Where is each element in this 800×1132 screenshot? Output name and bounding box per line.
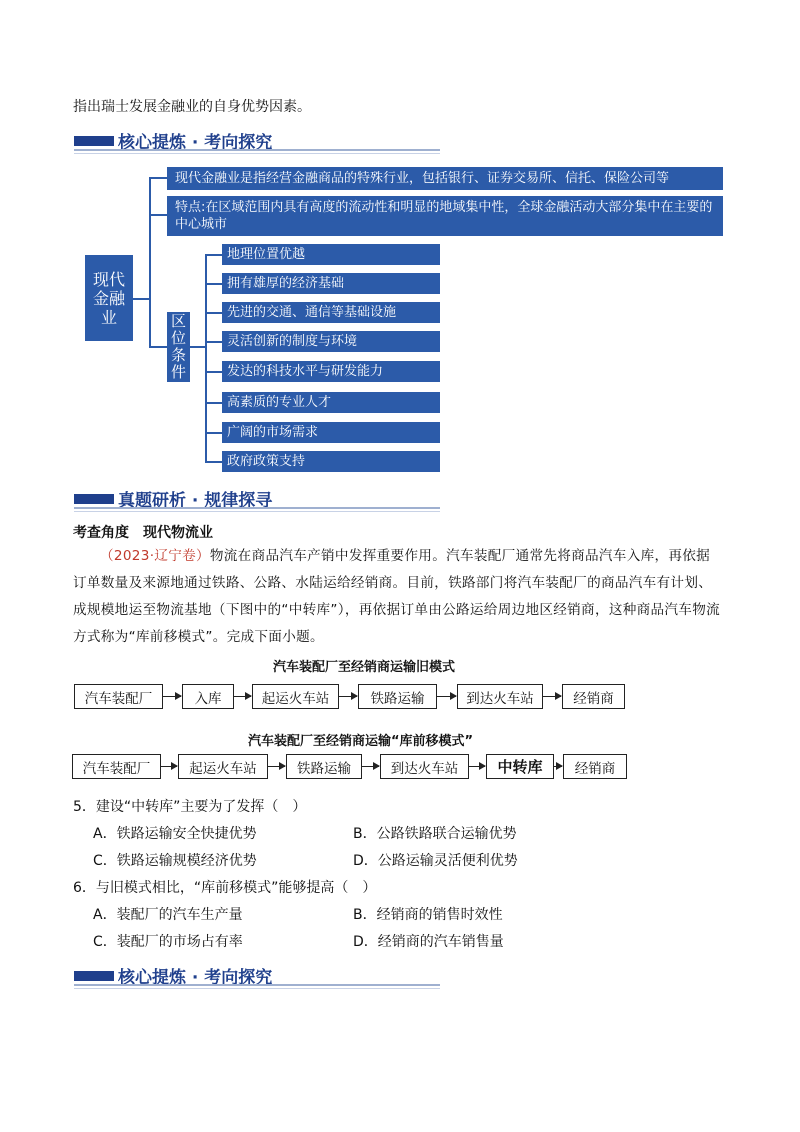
option: A．装配厂的汽车生产量 [93,907,243,923]
flow-step: 汽车装配厂 [74,684,163,709]
flow-arrow [163,696,181,697]
flow-step-hub: 中转库 [486,754,554,779]
question-stem: 6．与旧模式相比，“库前移模式”能够提高（ ） [73,880,377,896]
option: D．公路运输灵活便利优势 [353,853,518,869]
option: B．经销商的销售时效性 [353,907,503,923]
option: A．铁路运输安全快捷优势 [93,826,257,842]
flow-arrow [268,766,285,767]
intro-text: 指出瑞士发展金融业的自身优势因素。 [73,99,311,115]
condition-item: 灵活创新的制度与环境 [222,331,440,352]
banner-title: 真题研析 · 规律探寻 [118,491,273,511]
condition-item: 先进的交通、通信等基础设施 [222,302,440,323]
option: D．经销商的汽车销售量 [353,934,504,950]
condition-item: 地理位置优越 [222,244,440,265]
section-banner [74,966,440,992]
connector [149,346,167,348]
banner-bar [74,136,114,146]
section-heading [73,522,213,542]
mindmap-feature: 特点:在区域范围内具有高度的流动性和明显的地域集中性，全球金融活动大部分集中在主要的中心城市 [167,196,723,236]
flow-arrow [437,696,456,697]
flow-arrow [543,696,561,697]
flow-step: 起运火车站 [178,754,268,779]
banner-title: 核心提炼 · 考向探究 [118,968,273,988]
flow-new-title: 汽车装配厂至经销商运输“库前移模式” [248,734,474,749]
question-stem: 5．建设“中转库”主要为了发挥（ ） [73,799,307,815]
condition-item: 高素质的专业人才 [222,392,440,413]
condition-item: 广阔的市场需求 [222,422,440,443]
flow-arrow [554,766,562,767]
option: B．公路铁路联合运输优势 [353,826,517,842]
flow-step: 起运火车站 [252,684,339,709]
connector [190,346,206,348]
flow-arrow [234,696,251,697]
connector [205,254,207,462]
flow-arrow [161,766,177,767]
banner-title: 核心提炼 · 考向探究 [118,133,273,153]
flow-step: 铁路运输 [358,684,437,709]
flow-step: 铁路运输 [286,754,362,779]
passage-source: （2023·辽宁卷） [100,548,210,564]
condition-item: 政府政策支持 [222,451,440,472]
section-banner [74,131,440,157]
option: C．铁路运输规模经济优势 [93,853,257,869]
banner-bar [74,494,114,504]
flow-step: 到达火车站 [457,684,543,709]
banner-bar [74,971,114,981]
flow-arrow [469,766,485,767]
mindmap-definition: 现代金融业是指经营金融商品的特殊行业，包括银行、证券交易所、信托、保险公司等 [167,167,723,190]
section-banner [74,489,440,515]
flow-arrow [339,696,357,697]
flow-step: 汽车装配厂 [72,754,161,779]
flow-arrow [362,766,379,767]
flow-step: 经销商 [562,684,625,709]
connector [149,177,151,347]
passage-text: 物流在商品汽车产销中发挥重要作用。汽车装配厂通常先将商品汽车入库，再依据订单数量及来源地通过铁路、公路、水陆运给经销商。目前，铁路部门将汽车装配厂的商品汽车有计划、成规模地运至物流基地（下图中的“中转库”），再依据订单由公路运给周边地区经销商，这种商品汽车物流方式称为“库前移模式”。完成下面小题。 [73,548,720,645]
condition-item: 发达的科技水平与研发能力 [222,361,440,382]
mindmap-sub-node: 区位条件 [167,312,190,382]
mindmap-root: 现代金融业 [85,255,133,341]
flow-old-title: 汽车装配厂至经销商运输旧模式 [273,660,456,675]
flow-step: 经销商 [563,754,627,779]
section-topic: 现代物流业 [143,525,213,541]
connector [149,214,167,216]
condition-item: 拥有雄厚的经济基础 [222,273,440,294]
flow-step: 到达火车站 [380,754,469,779]
flow-step: 入库 [182,684,234,709]
connector [133,298,150,300]
connector [149,177,167,179]
passage [73,543,723,651]
option: C．装配厂的市场占有率 [93,934,243,950]
section-label: 考查角度 [73,525,129,541]
